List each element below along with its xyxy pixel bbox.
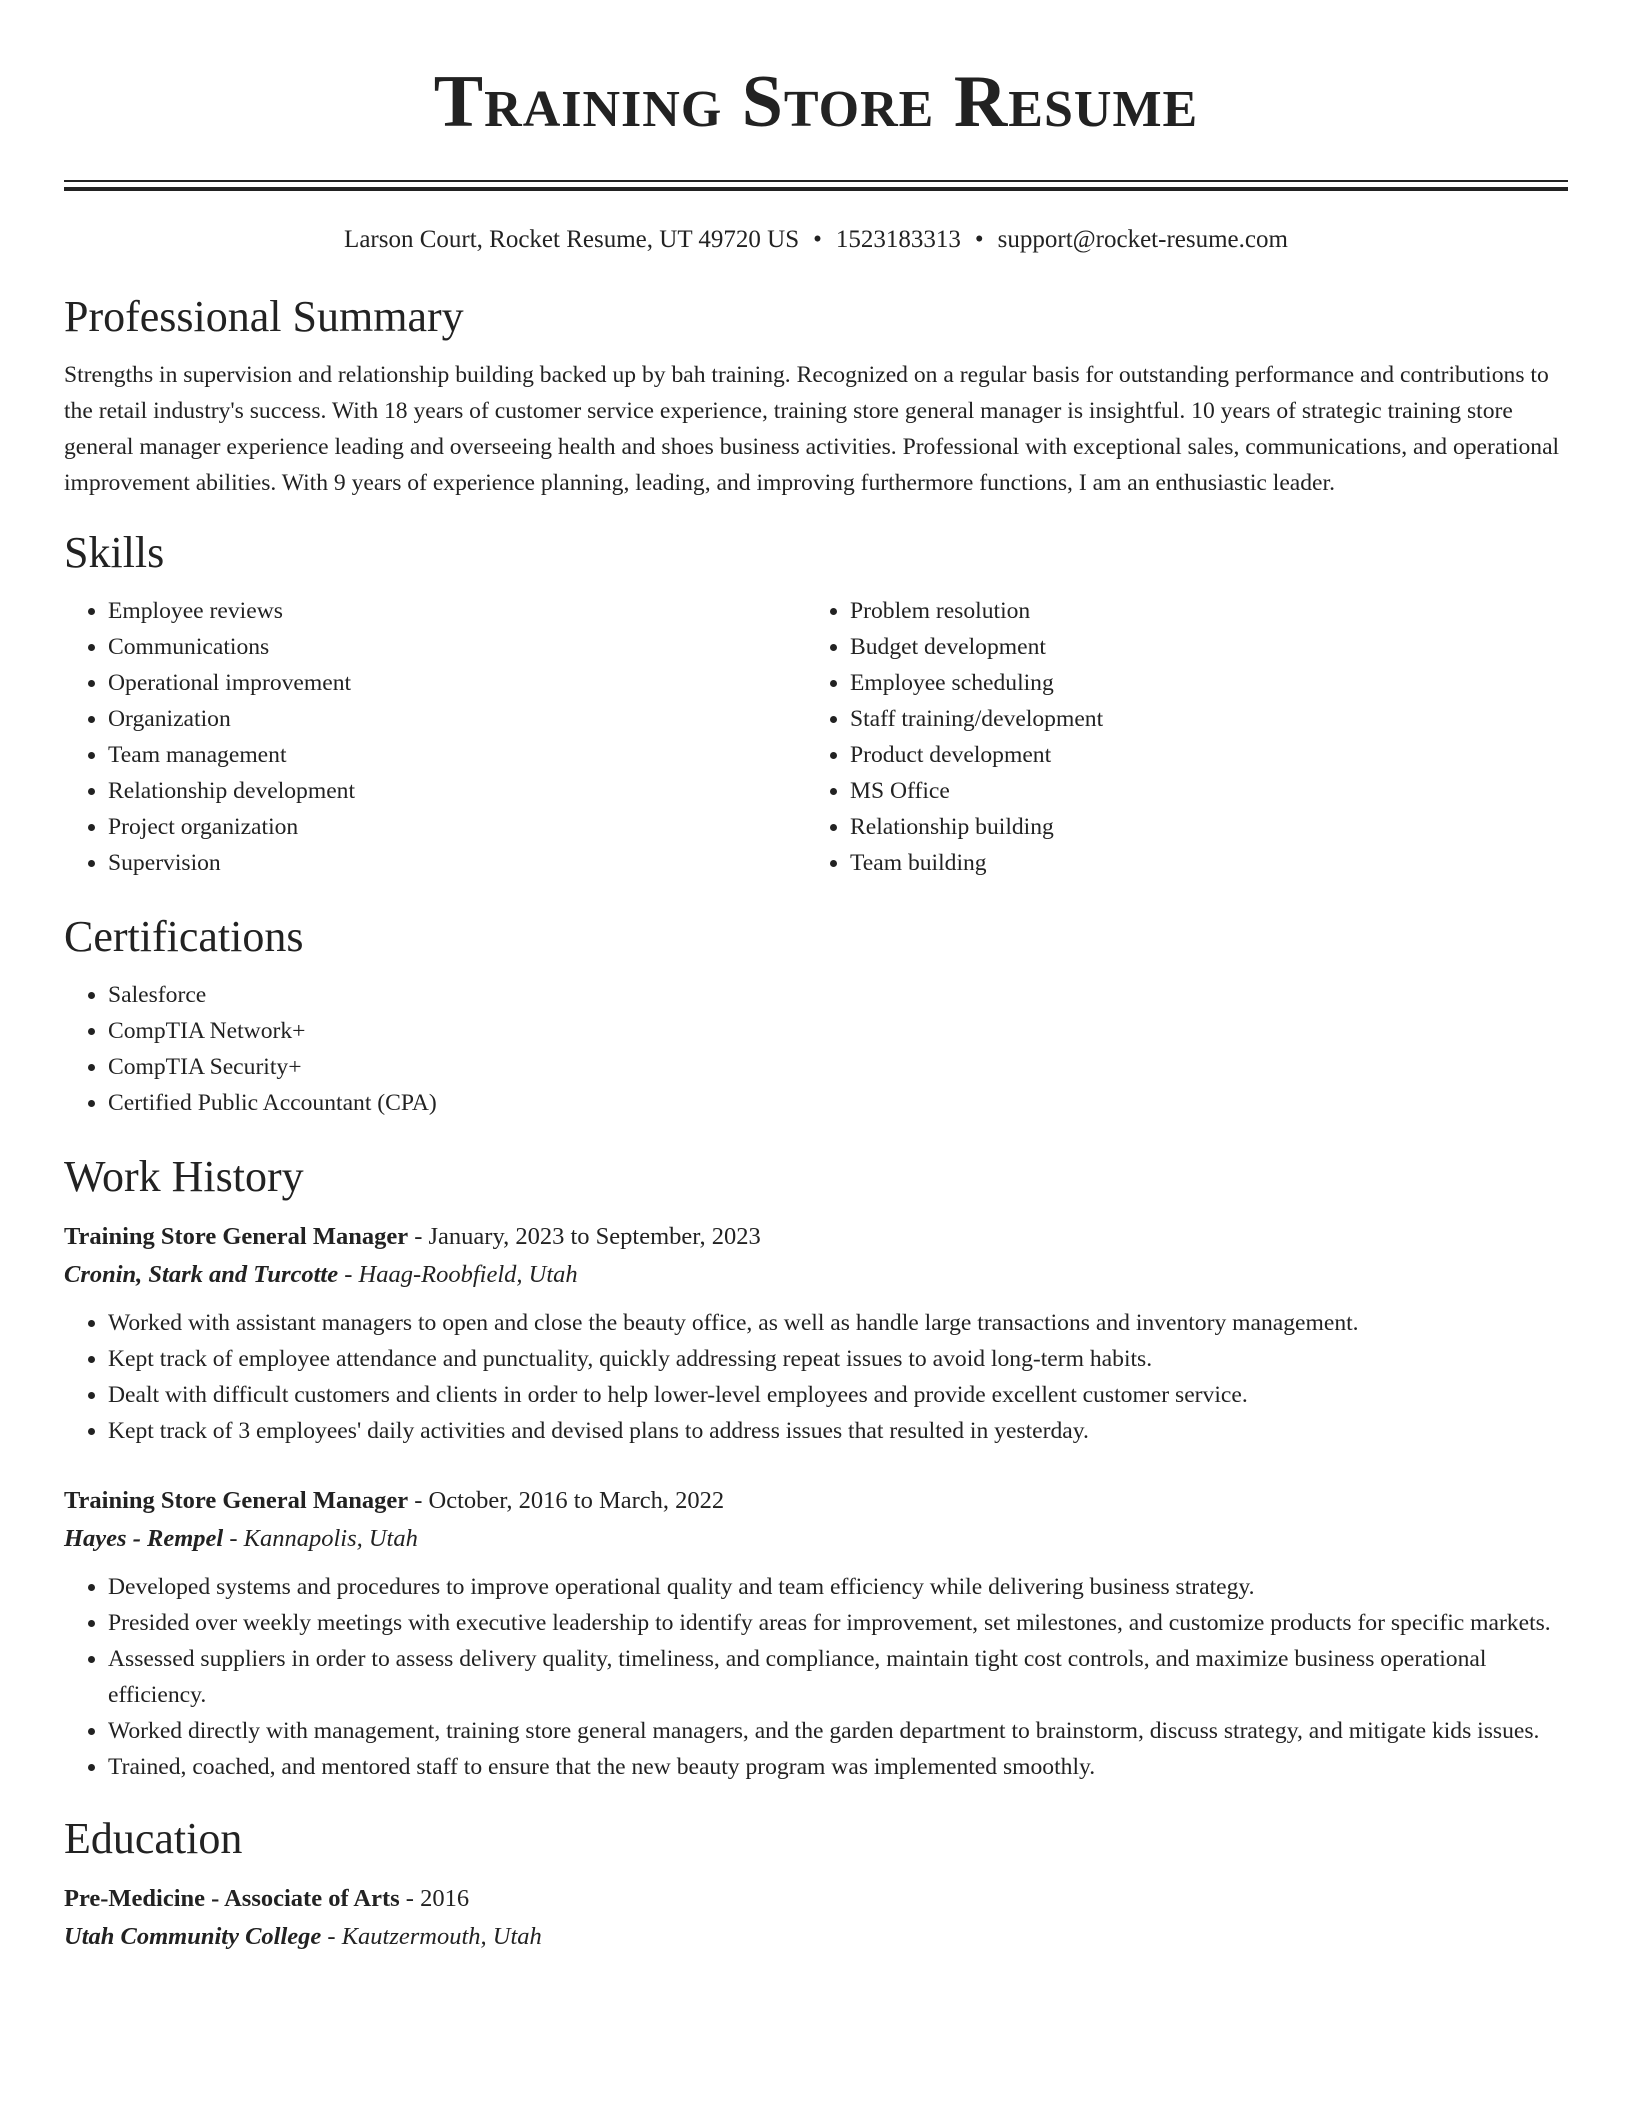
school-name: Utah Community College xyxy=(64,1923,322,1950)
company-name: Cronin, Stark and Turcotte xyxy=(64,1261,339,1288)
summary-text: Strengths in supervision and relationship building backed up by bah training. Recognized on a regular basis for outstanding performance and contributions to the retail industry's success. With 18 years of customer service experience, training store general manager is insightful. 10 years of strategic training store general manager experience leading and overseeing health and shoes business activities. Professional with exceptional sales, communications, and operational improvement abilities. With 9 years of experience planning, leading, and improving furthermore functions, I am an enthusiastic leader. xyxy=(64,362,1560,496)
summary-section xyxy=(64,291,1568,501)
contact-line xyxy=(64,225,1568,255)
skill-item: • Employee reviews xyxy=(108,593,806,629)
company-name: Hayes - Rempel xyxy=(64,1525,224,1552)
contact-phone: 1523183313 xyxy=(835,226,961,253)
education-heading: Education xyxy=(64,1814,243,1863)
job-bullet: • Worked with assistant managers to open and close the beauty office, as well as handle large transactions and inventory management. xyxy=(108,1305,1568,1341)
summary-heading: Professional Summary xyxy=(64,292,464,341)
certifications-section xyxy=(64,911,1568,1121)
job-dates: - October, 2016 to March, 2022 xyxy=(408,1487,725,1514)
skill-item: • Project organization xyxy=(108,809,806,845)
company-location: - Kannapolis, Utah xyxy=(223,1525,418,1552)
company-line xyxy=(64,1255,1568,1295)
job-bullets xyxy=(64,1569,1568,1785)
job-bullet: • Dealt with difficult customers and clients in order to help lower-level employees and provide excellent customer service. xyxy=(108,1377,1568,1413)
job-title-line xyxy=(64,1219,1568,1255)
education-section xyxy=(64,1813,1568,1957)
skill-item: • Team building xyxy=(850,845,1548,881)
certification-item: • CompTIA Security+ xyxy=(108,1049,1568,1085)
job-bullet: • Worked directly with management, training store general managers, and the garden department to brainstorm, discuss strategy, and mitigate kids issues. xyxy=(108,1713,1568,1749)
school-line xyxy=(64,1917,1568,1957)
job-bullet: • Presided over weekly meetings with executive leadership to identify areas for improvement, set milestones, and customize products for specific markets. xyxy=(108,1605,1568,1641)
skill-item: • Supervision xyxy=(108,845,806,881)
job-dates: - January, 2023 to September, 2023 xyxy=(408,1223,761,1250)
skills-list-right xyxy=(806,593,1548,881)
job-title: Training Store General Manager xyxy=(64,1487,409,1514)
company-location: - Haag-Roobfield, Utah xyxy=(338,1261,578,1288)
contact-email: support@rocket-resume.com xyxy=(997,226,1288,253)
job-title: Training Store General Manager xyxy=(64,1223,409,1250)
certifications-list xyxy=(64,977,1568,1121)
degree-name: Pre-Medicine - Associate of Arts xyxy=(64,1885,400,1912)
skill-item: • Problem resolution xyxy=(850,593,1548,629)
work-history-section xyxy=(64,1151,1568,1785)
certification-item: • Certified Public Accountant (CPA) xyxy=(108,1085,1568,1121)
contact-address: Larson Court, Rocket Resume, UT 49720 US xyxy=(344,226,800,253)
resume-title: Training Store Resume xyxy=(433,61,1199,143)
skill-item: • Relationship building xyxy=(850,809,1548,845)
job-bullets xyxy=(64,1305,1568,1449)
company-line xyxy=(64,1519,1568,1559)
contact-separator: • xyxy=(813,226,822,253)
skills-section xyxy=(64,527,1568,881)
job-bullet: • Kept track of 3 employees' daily activities and devised plans to address issues that resulted in yesterday. xyxy=(108,1413,1568,1449)
skills-list-left xyxy=(64,593,806,881)
degree-line xyxy=(64,1881,1568,1917)
certifications-heading: Certifications xyxy=(64,912,304,961)
skill-item: • Operational improvement xyxy=(108,665,806,701)
skill-item: • Relationship development xyxy=(108,773,806,809)
skill-item: • Employee scheduling xyxy=(850,665,1548,701)
job-bullet: • Assessed suppliers in order to assess delivery quality, timeliness, and compliance, maintain tight cost controls, and maximize business operational efficiency. xyxy=(108,1641,1568,1713)
degree-year: - 2016 xyxy=(399,1885,470,1912)
skills-heading: Skills xyxy=(64,528,165,577)
skills-columns xyxy=(64,593,1568,881)
certification-item: • Salesforce xyxy=(108,977,1568,1013)
skill-item: • Budget development xyxy=(850,629,1548,665)
work-history-heading: Work History xyxy=(64,1152,304,1201)
contact-separator: • xyxy=(974,226,984,253)
job-entry xyxy=(64,1219,1568,1449)
job-bullet: • Developed systems and procedures to improve operational quality and team efficiency while delivering business strategy. xyxy=(108,1569,1568,1605)
job-bullet: • Trained, coached, and mentored staff to ensure that the new beauty program was implemented smoothly. xyxy=(108,1749,1568,1785)
skill-item: • MS Office xyxy=(850,773,1548,809)
title-rule-thick xyxy=(64,187,1568,191)
school-location: - Kautzermouth, Utah xyxy=(321,1923,542,1950)
skill-item: • Organization xyxy=(108,701,806,737)
skill-item: • Communications xyxy=(108,629,806,665)
certification-item: • CompTIA Network+ xyxy=(108,1013,1568,1049)
skill-item: • Staff training/development xyxy=(850,701,1548,737)
job-bullet: • Kept track of employee attendance and punctuality, quickly addressing repeat issues to avoid long-term habits. xyxy=(108,1341,1568,1377)
title-rule-thin xyxy=(64,180,1568,182)
skill-item: • Product development xyxy=(850,737,1548,773)
skill-item: • Team management xyxy=(108,737,806,773)
job-title-line xyxy=(64,1483,1568,1519)
job-entry xyxy=(64,1483,1568,1785)
